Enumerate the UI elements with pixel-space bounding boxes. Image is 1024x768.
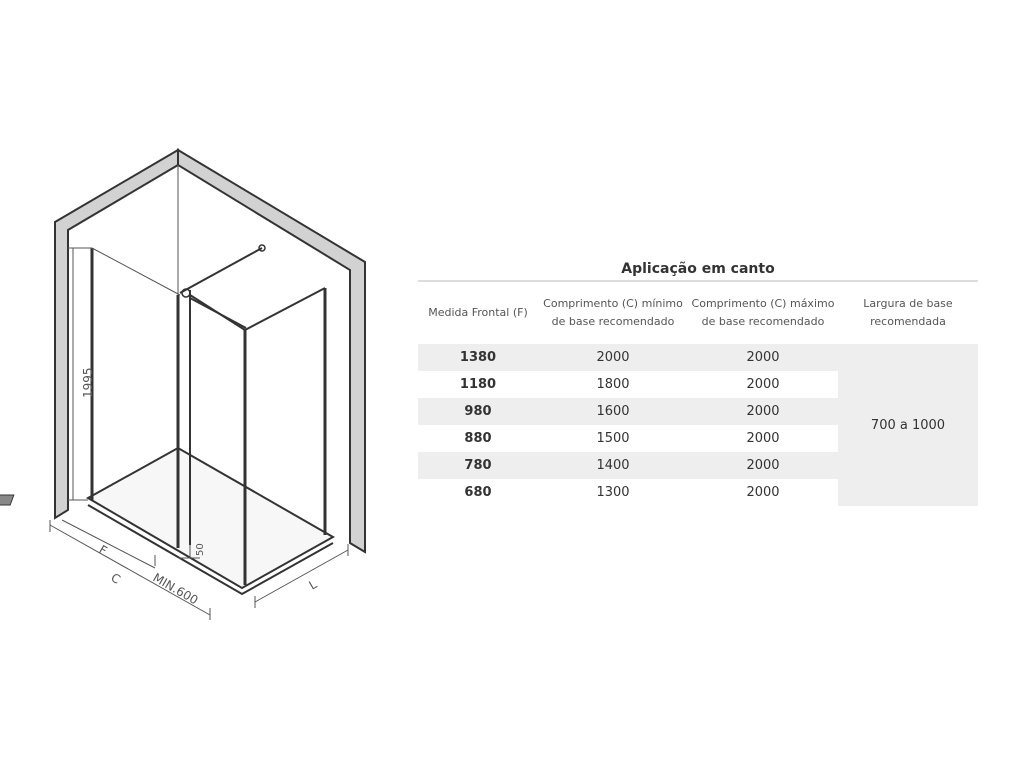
cell-front: 780: [418, 452, 538, 479]
support-bar-2: [190, 298, 246, 328]
header-max-length: Comprimento (C) máximo de base recomendado: [691, 297, 835, 328]
cell-min: 1800: [596, 377, 630, 392]
min-label: MIN.600: [150, 570, 201, 608]
cell-front: 1380: [418, 344, 538, 371]
cell-min: 2000: [538, 344, 688, 371]
glass-back-top: [245, 288, 325, 330]
cell-max: 2000: [746, 377, 780, 392]
cell-max: 2000: [688, 344, 838, 371]
cell-max: 2000: [746, 431, 780, 446]
support-bar: [180, 248, 262, 293]
cell-max: 2000: [688, 398, 838, 425]
table-title: Aplicação em canto: [418, 258, 978, 282]
front-label: F: [96, 542, 110, 559]
cell-front: 1180: [459, 377, 497, 392]
dimensions-table: [418, 282, 978, 506]
cell-front: 880: [464, 431, 492, 446]
cell-base-width: 700 a 1000: [838, 344, 978, 506]
cell-front: 680: [464, 485, 492, 500]
cell-max: 2000: [746, 485, 780, 500]
cell-min: 1500: [596, 431, 630, 446]
depth-label: L: [306, 577, 320, 593]
height-label: 1995: [81, 367, 95, 398]
gap-label: 50: [195, 543, 206, 556]
header-base-width: Largura de base recomendada: [863, 297, 953, 328]
glass-top-edge: [92, 248, 180, 295]
length-label: C: [108, 570, 123, 587]
drain: [0, 495, 14, 505]
cell-min: 1300: [596, 485, 630, 500]
cell-min: 1600: [538, 398, 688, 425]
cell-min: 1400: [538, 452, 688, 479]
spec-table: [418, 258, 978, 506]
cell-max: 2000: [688, 452, 838, 479]
cell-front: 980: [418, 398, 538, 425]
header-min-length: Comprimento (C) mínimo de base recomendado: [543, 297, 683, 328]
table-header-row: [418, 282, 978, 344]
header-front: Medida Frontal (F): [428, 306, 528, 319]
table-row: [418, 344, 978, 371]
